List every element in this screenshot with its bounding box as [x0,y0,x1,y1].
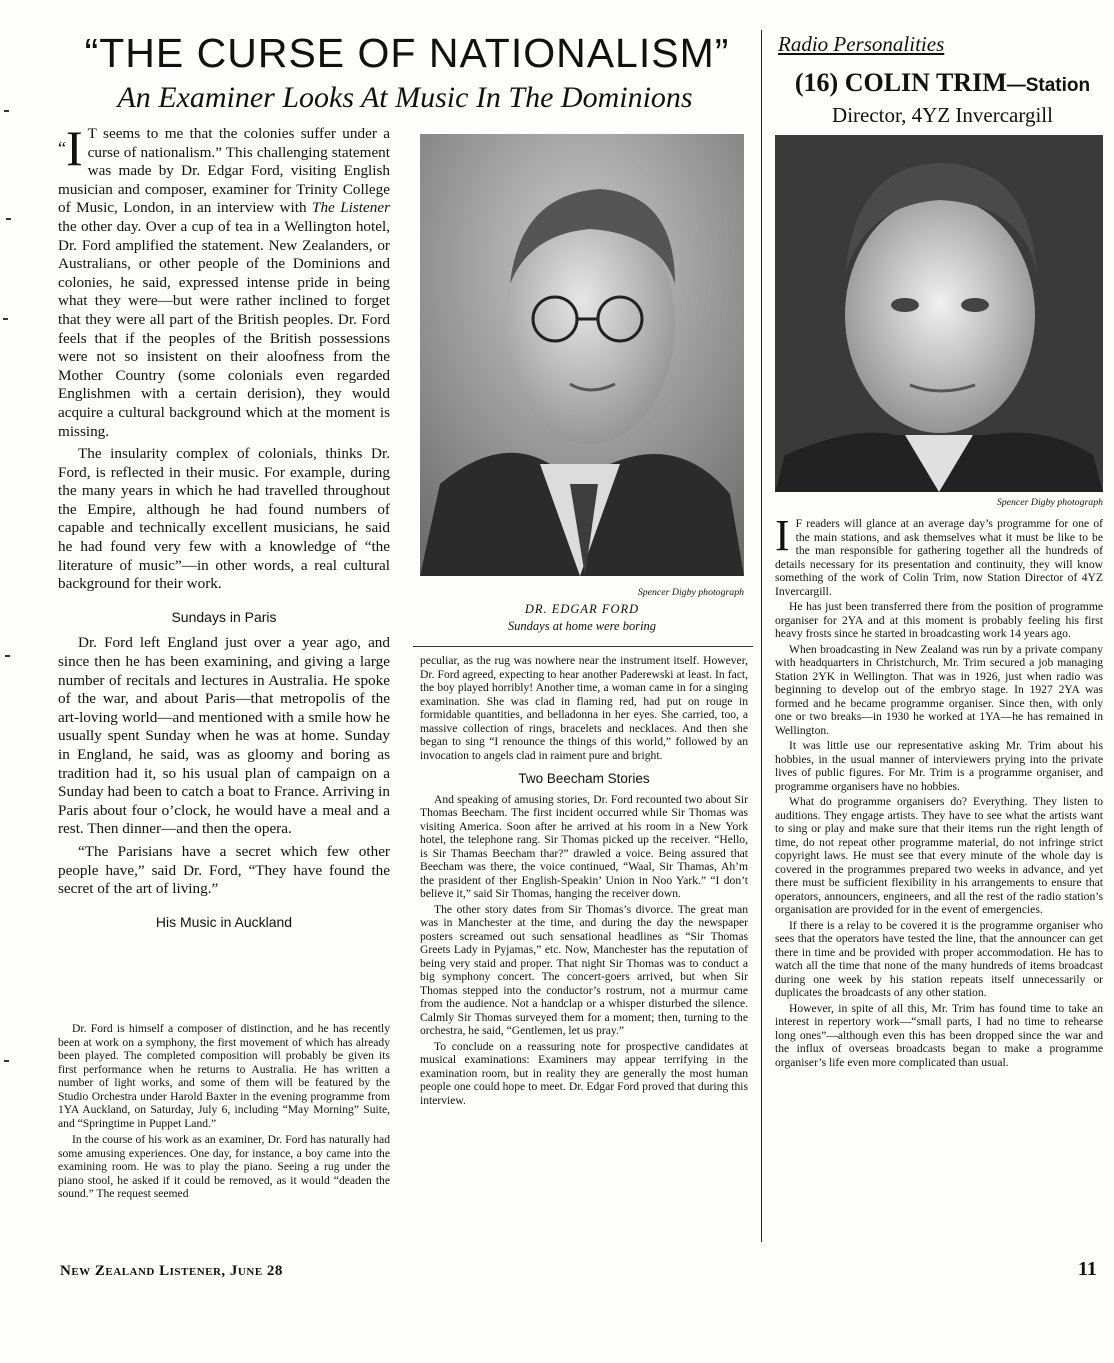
ford-caption-name: DR. EDGAR FORD [524,602,640,616]
ford-caption-tagline: Sundays at home were boring [507,619,657,633]
trim-paragraph-2: He has just been transferred there from the position of programme organiser for 2YA and at this moment is probably feeling his first heavy frosts since he started in broadcasting work 14 years ago. [775,600,1103,640]
trim-paragraph-3: When broadcasting in New Zealand was run by a private company with headquarters in Christchurch, Mr. Trim secured a job managing Station 2YK in Wellington. That was in 1926, just when radio was beginning to develop out of the embryo stage. In 1927 2YA was formed and he became programme organiser. Since then, with only one or two breaks—in 1930 he worked at 1YA—he has remained in Wellington. [775,642,1103,737]
section-label: Radio Personalities [778,32,945,56]
page-number: 11 [1078,1258,1097,1280]
drop-cap: “I [58,120,83,176]
margin-mark [5,655,10,657]
edgar-ford-photo [420,134,744,576]
margin-mark [3,318,8,320]
ford-paragraph-8: And speaking of amusing stories, Dr. Ford recounted two about Sir Thomas Beecham. The first incident occurred while Sir Thomas was visiting America. Soon after he arrived at his room in a New York hotel, the telephone rang. Sir Thomas picked up the receiver. “Hello, is Sir Thamas Beecham thar?” drawled a voice. Being assured that Beecham was there, the voice continued, “Waal, Sir Thamas, Ah’m the prasident of ther English-Speakin’ Union in Noo Yark.” “I don’t believe it,” said Sir Thomas, hanging the receiver down. [420,792,748,900]
ford-caption [420,601,744,635]
ford-paragraph-9: The other story dates from Sir Thomas’s divorce. The great man was in Manchester at the time, and during the day the newspaper posters screamed out such sensational headlines as “Sir Thomas Greets Lady in Pyjamas,” etc. Now, Manchester has the reputation of being very staid and proper. That night Sir Thomas was to conduct a big symphony concert. The concert-goers arrived, but when Sir Thomas stepped into the conductor’s rostrum, not a murmur came from the audience. Not a handclap or a whisper disturbed the silence. Calmly Sir Thomas surveyed them for a moment; then, turning to the orchestra, he said, “Gentlemen, let us pray.” [420,902,748,1037]
subheadline: An Examiner Looks At Music In The Dominions [117,81,693,114]
colin-trim-title: (16) COLIN TRIM—Station [794,68,1091,97]
trim-paragraph-6: If there is a relay to be covered it is the programme organiser who sees that the operators have tested the line, that the announcer can get there in time and be provided with proper accommodation. He has to watch all the time that none of the many hundreds of items broadcast during one week by his station repeats itself unnecessarily or duplicates the broadcasts of any other station. [775,918,1103,999]
column-divider [761,30,762,1242]
ford-paragraph-5: Dr. Ford is himself a composer of distinction, and he has recently been at work on a symphony, the first movement of which has already been played. The completed composition will probably be given its first performance when he returns to Australia. He has written a number of light works, and some of them will be featured by the Studio Orchestra under Harold Baxter in the evening programme from 1YA Auckland, on Saturday, July 6, including “May Morning” Suite, and “Springtime in Puppet Land.” [58,1022,390,1130]
ford-paragraph-1: “I T seems to me that the colonies suffer under a curse of nationalism.” This challenging statement was made by Dr. Edgar Ford, visiting English musician and composer, examiner for Trinity College of Music, London, in an interview with The Listener the other day. Over a cup of tea in a Wellington hotel, Dr. Ford amplified the statement. New Zealanders, or Australians, or other people of the Dominions and colonies, he said, expressed intense pride in being what they were—but were rather inclined to forget that they were all part of the British peoples. Dr. Ford feels that if the peoples of the British possessions were not so insistent on their aloofness from the Mother Country (some colonials even regarded Englishmen with a certain derision), they would acquire a cultural background which at the moment is missing. [58,120,390,440]
colin-trim-photo [775,135,1103,492]
ford-paragraph-2: The insularity complex of colonials, thinks Dr. Ford, is reflected in their music. For example, during the many years in which he had travelled throughout the Empire, although he had found numbers of capable and technically excellent musicians, he said he had found very few with a knowledge of “the literature of music”—in other words, a real cultural background for their work. [58,445,390,593]
headline: “THE CURSE OF NATIONALISM” [84,30,730,76]
margin-mark [6,218,11,220]
subhead-beecham: Two Beecham Stories [518,771,650,786]
ford-article-column-1 [58,120,390,939]
ford-paragraph-7: peculiar, as the rug was nowhere near the instrument itself. However, Dr. Ford agreed, expecting to hear another Paderewski at least. In fact, the boy played horribly! Another time, a woman came in for a singing examination. She was clad in flaming red, had put on rouge in formidable quantities, and belladonna in her eyes. She carried, too, a massive collection of rings, bracelets and necklaces. And then she began to sing “I renounce the things of this world,” followed by an invocation to angels clad in raiment pure and bright. [420,654,748,762]
trim-paragraph-4: It was little use our representative asking Mr. Trim about his hobbies, in the usual manner of interviewers prying into the private lives of public figures. For Mr. Trim is a programme organiser, and programme organisers have no hobbies. [775,739,1103,793]
subhead-auckland: His Music in Auckland [155,913,293,930]
trim-paragraph-7: However, in spite of all this, Mr. Trim has found time to take an interest in repertory work—“small parts, I had no time to rehearse long ones”—although even this has been dropped since the war and the influx of overseas broadcasts began to make a programme organiser’s life even more complicated than usual. [775,1001,1103,1069]
margin-mark [4,1060,9,1062]
drop-cap: I [775,511,790,560]
colin-trim-subtitle: Director, 4YZ Invercargill [832,103,1053,127]
ford-article-column-2 [420,654,748,1109]
ford-article-column-1-small [58,1022,390,1204]
divider [413,646,753,647]
trim-paragraph-5: What do programme organisers do? Everything. They listen to auditions. They engage artists. They have to see what the artists want to sing or play and make sure that their items run the right length of time, do not repeat other programme material, do not infringe strict copyright laws. He must see that every minute of the whole day is covered in the programmes prepared two weeks in advance, and yet there must be sufficient flexibility in his arrangements to ensure that operators, announcers, engineers, and all the rest of the radio station’s organisation are provided for in the event of emergencies. [775,795,1103,916]
footer-publication: New Zealand Listener, June 28 [60,1263,283,1279]
colin-photo-credit: Spencer Digby photograph [996,497,1103,508]
margin-mark [4,110,9,112]
subhead-paris: Sundays in Paris [171,608,277,625]
ford-photo-credit: Spencer Digby photograph [637,587,744,598]
trim-paragraph-1: I F readers will glance at an average day’s programme for one of the main stations, and ask themselves what it must be like to be the man responsible for gathering together all the hundreds of details necessary for its presentation and continuity, they will know something of the work of Colin Trim, now Station Director of 4YZ Invercargill. [775,511,1103,598]
ford-paragraph-6: In the course of his work as an examiner, Dr. Ford has naturally had some amusing experiences. One day, for instance, a boy came into the examining room. He was to play the piano. Seeing a rug under the piano stool, he asked if it could be removed, as it would “deaden the sound.” The request seemed [58,1133,390,1200]
ford-paragraph-10: To conclude on a reassuring note for prospective candidates at musical examinations: Examiners may appear terrifying in the examination room, but in reality they are generally the most human people one could hope to meet. Dr. Edgar Ford proved that during this interview. [420,1039,748,1107]
ford-paragraph-4: “The Parisians have a secret which few other people have,” said Dr. Ford, “They have found the secret of the art of living.” [58,842,390,898]
colin-trim-article [775,511,1103,1071]
ford-paragraph-3: Dr. Ford left England just over a year ago, and since then he has been examining, and giving a large number of recitals and lectures in Australia. He spoke of the war, and about Paris—that metropolis of the art-loving world—and mentioned with a smile how he usually spent Sunday when he was at home. Sunday in England, he said, was as gloomy and boring as tradition had it, so his usual plan of campaign on a Sunday had been to catch a boat to France. Arriving in Paris about four o’clock, he would have a meal and a rest. Then dinner—and then the opera. [58,634,390,838]
